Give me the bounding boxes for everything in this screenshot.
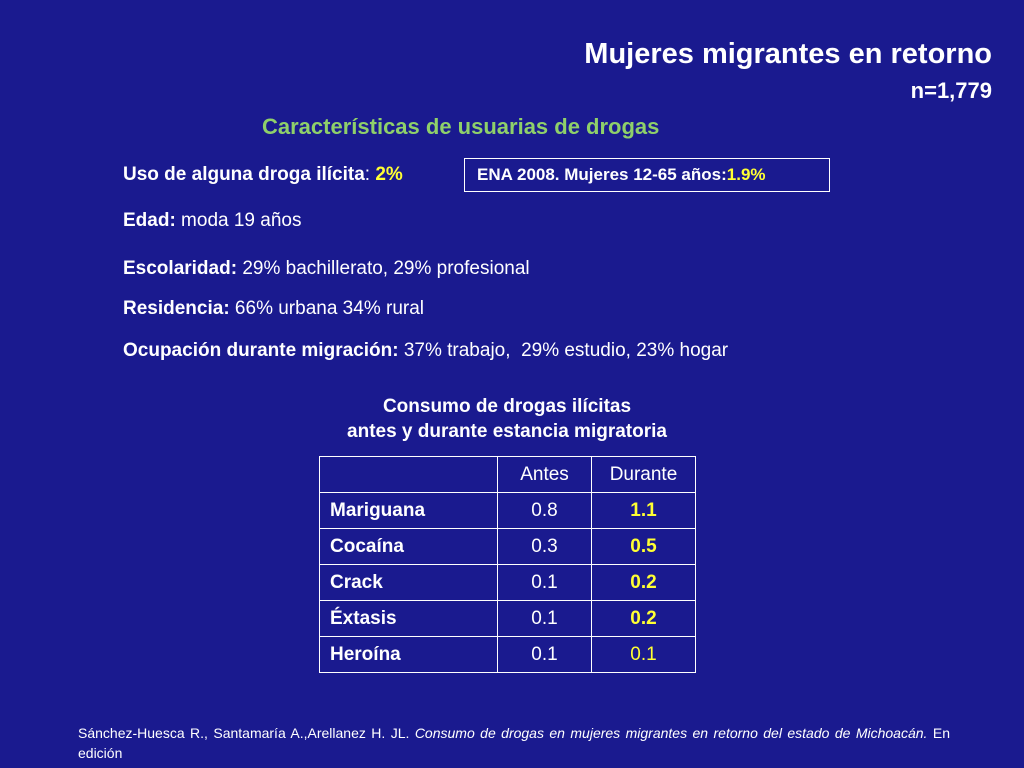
ena-comparison-box [464, 158, 830, 192]
ocupacion-label: Ocupación durante migración: [123, 340, 399, 361]
table-row [320, 565, 696, 601]
header-empty [320, 457, 498, 493]
header-durante: Durante [592, 457, 696, 493]
drug-name: Mariguana [320, 493, 498, 529]
uso-droga-line [123, 164, 403, 186]
section-title: Características de usuarias de drogas [262, 114, 660, 139]
durante-value: 0.1 [592, 637, 696, 673]
drug-name: Cocaína [320, 529, 498, 565]
citation-authors: Sánchez-Huesca R., Santamaría A.,Arellanez H. JL. [78, 725, 415, 741]
table-row [320, 529, 696, 565]
edad-label: Edad: [123, 210, 176, 231]
antes-value: 0.1 [498, 565, 592, 601]
escolaridad-value: 29% bachillerato, 29% profesional [237, 258, 530, 279]
antes-value: 0.8 [498, 493, 592, 529]
table-row [320, 637, 696, 673]
table-title [300, 394, 714, 444]
drug-consumption-table [319, 456, 696, 673]
durante-value: 1.1 [592, 493, 696, 529]
uso-label: Uso de alguna droga ilícita [123, 164, 365, 185]
citation-work: Consumo de drogas en mujeres migrantes en retorno del estado de Michoacán. [414, 725, 928, 741]
citation-footer [78, 723, 950, 763]
residencia-line [123, 298, 424, 320]
sample-size: n=1,779 [910, 78, 992, 103]
slide-title: Mujeres migrantes en retorno [584, 38, 992, 70]
ocupacion-value: 37% trabajo, 29% estudio, 23% hogar [398, 340, 729, 361]
citation-status: En edición [78, 725, 950, 761]
durante-value: 0.5 [592, 529, 696, 565]
residencia-value: 66% urbana 34% rural [229, 298, 424, 319]
durante-value: 0.2 [592, 601, 696, 637]
residencia-label: Residencia: [123, 298, 230, 319]
edad-line [123, 210, 301, 232]
table-row [320, 601, 696, 637]
escolaridad-label: Escolaridad: [123, 258, 238, 279]
antes-value: 0.3 [498, 529, 592, 565]
table-row [320, 493, 696, 529]
drug-name: Heroína [320, 637, 498, 673]
antes-value: 0.1 [498, 637, 592, 673]
drug-name: Éxtasis [320, 601, 498, 637]
ena-label: ENA 2008. Mujeres 12-65 años: [477, 165, 727, 184]
table-title-line1: Consumo de drogas ilícitas [382, 396, 632, 417]
escolaridad-line [123, 258, 530, 280]
table-header-row [320, 457, 696, 493]
uso-value: 2% [375, 164, 403, 185]
table-title-line2: antes y durante estancia migratoria [347, 421, 667, 442]
edad-value: moda 19 años [175, 210, 302, 231]
uso-sep: : [364, 164, 376, 185]
drug-name: Crack [320, 565, 498, 601]
ocupacion-line [123, 340, 728, 362]
antes-value: 0.1 [498, 601, 592, 637]
durante-value: 0.2 [592, 565, 696, 601]
ena-value: 1.9% [726, 165, 766, 184]
header-antes: Antes [498, 457, 592, 493]
